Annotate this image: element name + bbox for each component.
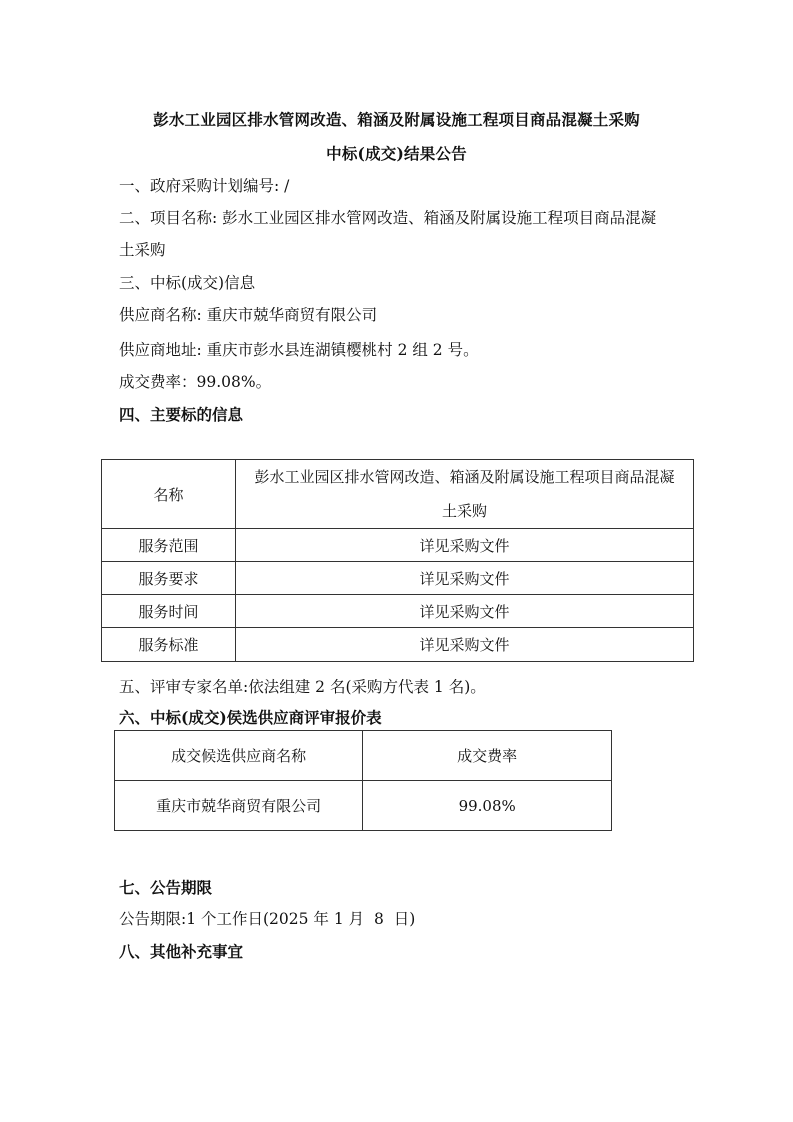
- table-row: [102, 595, 694, 628]
- title-line-1: 彭水工业园区排水管网改造、箱涵及附属设施工程项目商品混凝土采购: [153, 110, 640, 129]
- row-value: 详见采购文件: [236, 595, 694, 628]
- target-info-table: [101, 459, 694, 662]
- row-value-line-1: 彭水工业园区排水管网改造、箱涵及附属设施工程项目商品混凝: [254, 468, 675, 486]
- table-header-row: [115, 731, 612, 781]
- row-label: 服务范围: [102, 529, 236, 562]
- supplier-name: 供应商名称: 重庆市兢华商贸有限公司: [119, 306, 378, 324]
- table-row: [115, 781, 612, 831]
- section-5-experts: 五、评审专家名单:依法组建 2 名(采购方代表 1 名)。: [119, 678, 486, 696]
- row-value: 详见采购文件: [236, 562, 694, 595]
- row-value: 详见采购文件: [236, 628, 694, 662]
- table-row: [102, 460, 694, 529]
- table-row: [102, 628, 694, 662]
- supplier-address: 供应商地址: 重庆市彭水县连湖镇樱桃村 2 组 2 号。: [119, 341, 479, 359]
- cell-rate: 99.08%: [363, 781, 612, 831]
- header-rate: 成交费率: [363, 731, 612, 781]
- section-7-heading: 七、公告期限: [119, 878, 213, 897]
- section-2-project-name-cont: 土采购: [119, 241, 166, 259]
- row-label: 服务时间: [102, 595, 236, 628]
- table-row: [102, 562, 694, 595]
- section-8-heading: 八、其他补充事宜: [119, 942, 244, 961]
- row-label: 服务标准: [102, 628, 236, 662]
- transaction-rate: 成交费率：99.08%。: [119, 373, 272, 391]
- row-label: 名称: [102, 460, 236, 529]
- row-label: 服务要求: [102, 562, 236, 595]
- row-value: [236, 460, 694, 529]
- section-2-project-name: 二、项目名称: 彭水工业园区排水管网改造、箱涵及附属设施工程项目商品混凝: [119, 209, 657, 227]
- table-row: [102, 529, 694, 562]
- title-line-2: 中标(成交)结果公告: [326, 144, 467, 163]
- section-4-heading: 四、主要标的信息: [119, 405, 244, 424]
- quote-table: [114, 730, 612, 831]
- cell-supplier: 重庆市兢华商贸有限公司: [115, 781, 363, 831]
- row-value-line-2: 土采购: [441, 502, 487, 520]
- header-supplier: 成交候选供应商名称: [115, 731, 363, 781]
- section-3-heading: 三、中标(成交)信息: [119, 274, 256, 292]
- row-value: 详见采购文件: [236, 529, 694, 562]
- announcement-period: 公告期限:1 个工作日(2025 年 1 月 8 日): [119, 910, 416, 928]
- section-6-heading: 六、中标(成交)侯选供应商评审报价表: [119, 708, 382, 727]
- section-1-plan-number: 一、政府采购计划编号: /: [119, 177, 290, 195]
